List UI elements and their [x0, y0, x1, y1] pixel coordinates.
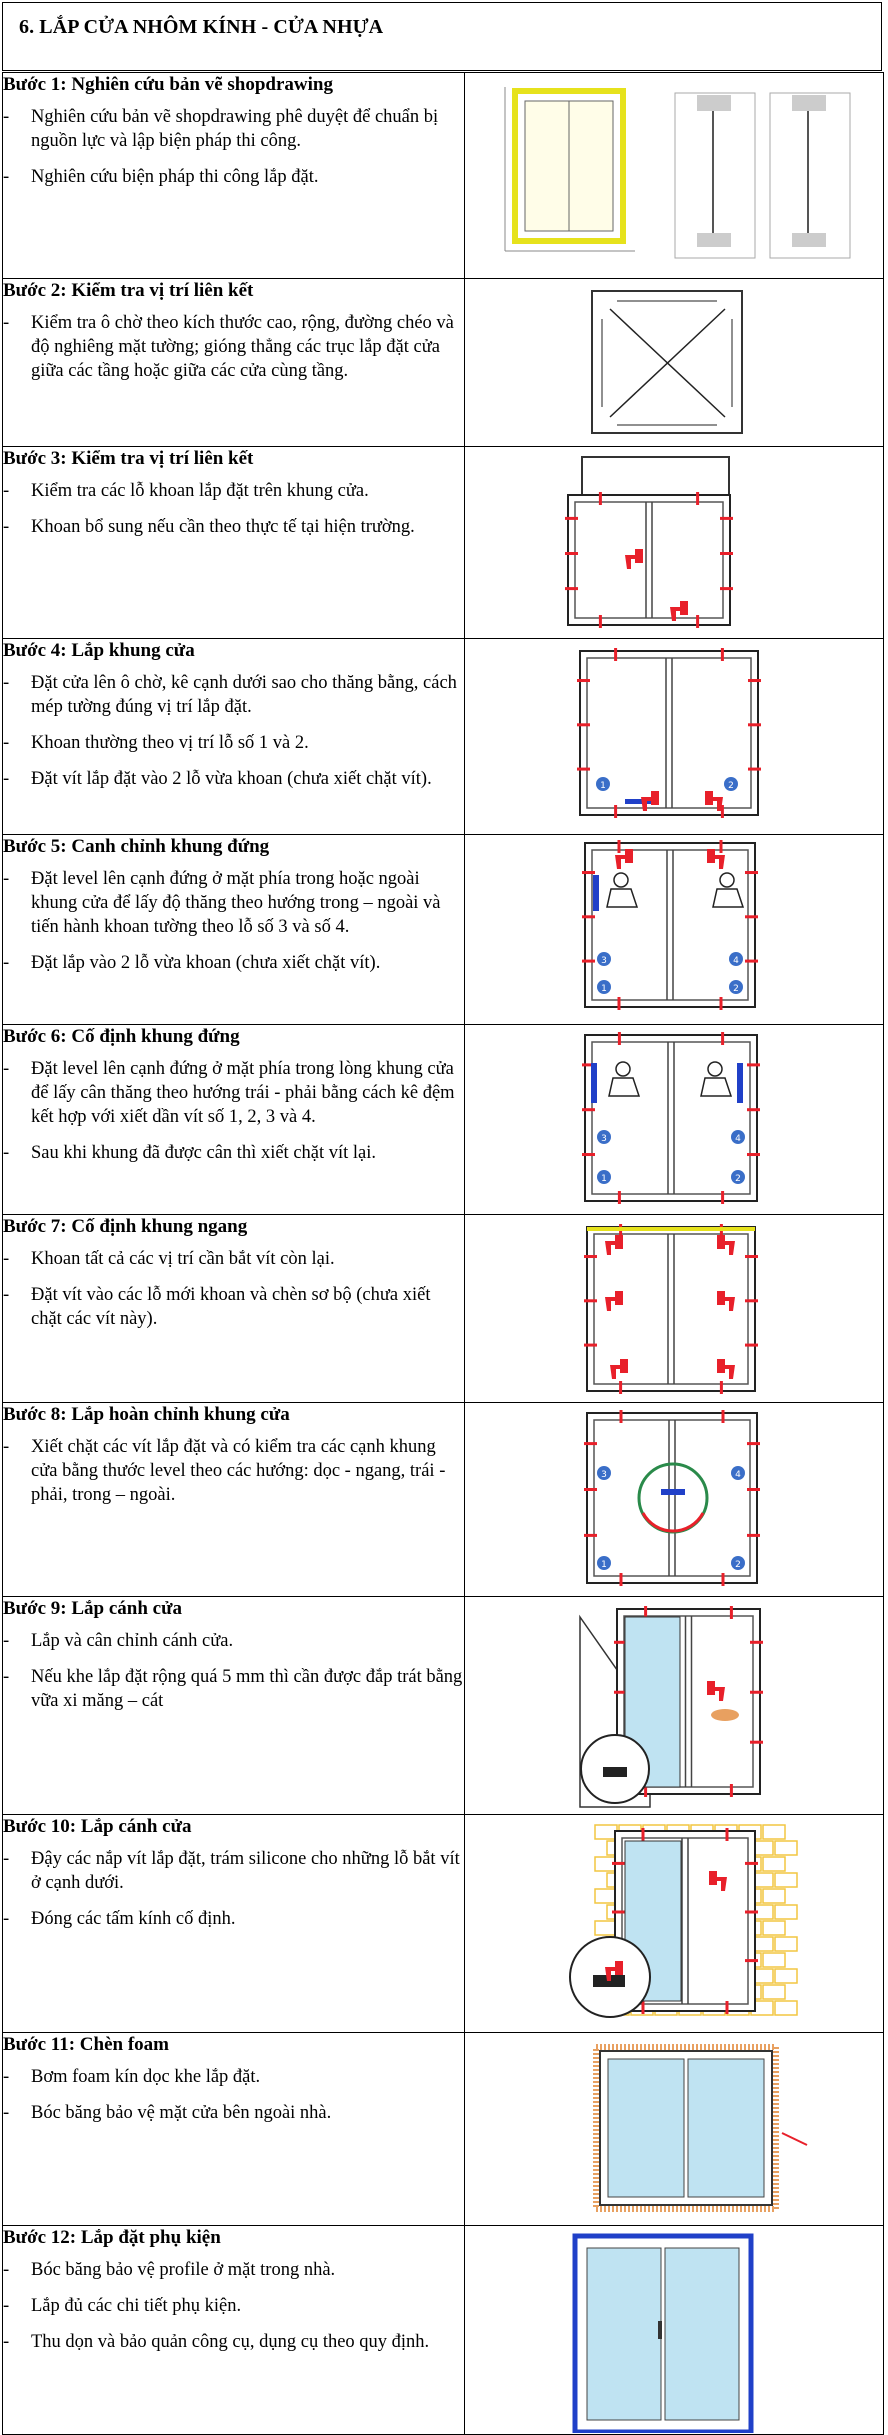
glass-panel-right [688, 2059, 764, 2197]
step-text-cell [3, 1025, 465, 1215]
section-header [2, 2, 882, 71]
step-title: Bước 8: Lắp hoàn chỉnh khung cửa [3, 1404, 290, 1425]
hole-number: 2 [733, 984, 739, 994]
step-title: Bước 10: Lắp cánh cửa [3, 1816, 192, 1837]
step-title: Bước 6: Cố định khung đứng [3, 1026, 240, 1047]
step-row [3, 1597, 884, 1815]
step-bullet: - Khoan tất cả các vị trí cần bắt vít còn lại. [3, 1247, 464, 1271]
step-figure-cell [465, 1025, 884, 1215]
mortar-bowl [711, 1709, 739, 1721]
section-title: 6. LẮP CỬA NHÔM KÍNH - CỬA NHỰA [19, 16, 384, 38]
worker-head [720, 873, 734, 887]
step-illustration [465, 639, 881, 833]
step-bullet: - Đậy các nắp vít lắp đặt, trám silicone cho những lỗ bắt vít ở cạnh dưới. [3, 1847, 464, 1895]
step-bullet: - Lắp và cân chỉnh cánh cửa. [3, 1629, 464, 1653]
step-row [3, 2226, 884, 2435]
hole-number: 1 [601, 984, 607, 994]
step-row [3, 1403, 884, 1597]
step-bullet: - Đặt lắp vào 2 lỗ vừa khoan (chưa xiết chặt vít). [3, 951, 464, 975]
step-figure-cell [465, 1597, 884, 1815]
step-bullets [3, 867, 464, 975]
step-title: Bước 3: Kiểm tra vị trí liên kết [3, 448, 254, 469]
hole-number: 2 [728, 781, 734, 791]
section-sill [792, 233, 826, 247]
hole-number: 3 [601, 956, 607, 966]
step-text-cell [3, 2033, 465, 2226]
section-sill [697, 233, 731, 247]
step-bullets [3, 1247, 464, 1331]
door-frame-inner [575, 502, 723, 618]
step-illustration [465, 1215, 881, 1401]
level-tool [591, 1063, 597, 1103]
step-title: Bước 9: Lắp cánh cửa [3, 1598, 182, 1619]
step-bullet: - Kiểm tra các lỗ khoan lắp đặt trên khung cửa. [3, 479, 464, 503]
step-bullets [3, 1847, 464, 1931]
section-head [697, 95, 731, 111]
step-bullets [3, 1435, 464, 1507]
step-text-cell [3, 639, 465, 835]
step-illustration [465, 73, 881, 277]
step-bullet: - Đặt cửa lên ô chờ, kê cạnh dưới sao cho thăng bằng, cách mép tường đúng vị trí lắp đặt. [3, 671, 464, 719]
step-bullet: - Bơm foam kín dọc khe lắp đặt. [3, 2065, 464, 2089]
step-bullet: - Đóng các tấm kính cố định. [3, 1907, 464, 1931]
step-bullet: - Bóc băng bảo vệ profile ở mặt trong nhà. [3, 2258, 464, 2282]
step-bullet: - Đặt level lên cạnh đứng ở mặt phía trong lòng khung cửa để lấy cân thăng theo hướng trái - phải bằng cách kê đệm kết hợp với xiết dần vít số 1, 2, 3 và 4. [3, 1057, 464, 1129]
step-illustration [465, 2033, 881, 2224]
step-title: Bước 11: Chèn foam [3, 2034, 169, 2055]
step-figure-cell [465, 73, 884, 279]
step-bullet: - Sau khi khung đã được cân thì xiết chặt vít lại. [3, 1141, 464, 1165]
step-row [3, 279, 884, 447]
hole-number: 1 [601, 1560, 607, 1570]
hole-number: 3 [601, 1134, 607, 1144]
hole-number: 2 [735, 1560, 741, 1570]
step-figure-cell [465, 1403, 884, 1597]
step-figure-cell [465, 1815, 884, 2033]
step-title: Bước 4: Lắp khung cửa [3, 640, 195, 661]
step-figure-cell [465, 279, 884, 447]
step-title: Bước 1: Nghiên cứu bản vẽ shopdrawing [3, 74, 333, 95]
step-title: Bước 12: Lắp đặt phụ kiện [3, 2227, 221, 2248]
step-text-cell [3, 1815, 465, 2033]
step-illustration [465, 2226, 881, 2433]
hole-number: 2 [735, 1174, 741, 1184]
hole-number: 4 [735, 1470, 741, 1480]
step-bullets [3, 2065, 464, 2125]
step-figure-cell [465, 835, 884, 1025]
step-text-cell [3, 1597, 465, 1815]
door-handle [658, 2321, 662, 2339]
step-bullets [3, 671, 464, 791]
step-figure-cell [465, 447, 884, 639]
step-illustration [465, 1815, 881, 2031]
step-bullets [3, 105, 464, 189]
step-illustration [465, 279, 881, 445]
step-row [3, 1025, 884, 1215]
step-bullet: - Xiết chặt các vít lắp đặt và có kiểm tra các cạnh khung cửa bằng thước level theo các hướng: dọc - ngang, trái - phải, trong – ngoài. [3, 1435, 464, 1507]
step-bullets [3, 1057, 464, 1165]
step-text-cell [3, 1215, 465, 1403]
hole-number: 1 [600, 781, 606, 791]
foam-gun [782, 2133, 807, 2145]
glass-panel-left [587, 2248, 661, 2420]
step-title: Bước 7: Cố định khung ngang [3, 1216, 248, 1237]
step-bullet: - Đặt vít lắp đặt vào 2 lỗ vừa khoan (chưa xiết chặt vít). [3, 767, 464, 791]
worker-head [708, 1062, 722, 1076]
step-bullet: - Nghiên cứu bản vẽ shopdrawing phê duyệt để chuẩn bị nguồn lực và lập biện pháp thi công. [3, 105, 464, 153]
step-bullets [3, 2258, 464, 2354]
step-figure-cell [465, 2226, 884, 2435]
worker-head [616, 1062, 630, 1076]
step-bullet: - Đặt vít vào các lỗ mới khoan và chèn sơ bộ (chưa xiết chặt các vít này). [3, 1283, 464, 1331]
step-title: Bước 5: Canh chỉnh khung đứng [3, 836, 270, 857]
step-bullets [3, 479, 464, 539]
step-illustration [465, 447, 881, 637]
step-text-cell [3, 447, 465, 639]
step-illustration [465, 1403, 881, 1595]
hole-number: 4 [735, 1134, 741, 1144]
step-bullet: - Thu dọn và bảo quản công cụ, dụng cụ theo quy định. [3, 2330, 464, 2354]
level-tool [593, 875, 599, 911]
step-row [3, 1815, 884, 2033]
step-figure-cell [465, 1215, 884, 1403]
glass-panel-right [665, 2248, 739, 2420]
step-row [3, 639, 884, 835]
step-illustration [465, 835, 881, 1023]
step-row [3, 835, 884, 1025]
step-bullets [3, 1629, 464, 1713]
step-illustration [465, 1025, 881, 1213]
steps-table [2, 72, 884, 2435]
worker-head [614, 873, 628, 887]
worker-body [609, 1078, 639, 1096]
step-row [3, 2033, 884, 2226]
step-text-cell [3, 73, 465, 279]
step-bullet: - Bóc băng bảo vệ mặt cửa bên ngoài nhà. [3, 2101, 464, 2125]
hole-number: 4 [733, 956, 739, 966]
door-frame-inner [594, 1420, 750, 1576]
section-head [792, 95, 826, 111]
step-text-cell [3, 2226, 465, 2435]
step-bullets [3, 311, 464, 383]
hole-number: 3 [601, 1470, 607, 1480]
hole-number: 1 [601, 1174, 607, 1184]
step-bullet: - Lắp đủ các chi tiết phụ kiện. [3, 2294, 464, 2318]
door-frame-inner [592, 1042, 750, 1194]
step-bullet: - Kiểm tra ô chờ theo kích thước cao, rộng, đường chéo và độ nghiêng mặt tường; gióng thẳng các trục lắp đặt cửa giữa các tầng hoặc giữa các cửa cùng tầng. [3, 311, 464, 383]
level-tool [737, 1063, 743, 1103]
worker-body [607, 889, 637, 907]
step-text-cell [3, 1403, 465, 1597]
step-row [3, 1215, 884, 1403]
step-bullet: - Khoan bổ sung nếu cần theo thực tế tại hiện trường. [3, 515, 464, 539]
step-text-cell [3, 279, 465, 447]
worker-body [701, 1078, 731, 1096]
door-frame-inner [592, 850, 748, 1000]
step-row [3, 447, 884, 639]
step-bullet: - Khoan thường theo vị trí lỗ số 1 và 2. [3, 731, 464, 755]
step-row [3, 73, 884, 279]
step-figure-cell [465, 639, 884, 835]
step-text-cell [3, 835, 465, 1025]
worker-body [713, 889, 743, 907]
step-figure-cell [465, 2033, 884, 2226]
detail-profile [603, 1767, 627, 1777]
step-title: Bước 2: Kiểm tra vị trí liên kết [3, 280, 254, 301]
step-illustration [465, 1597, 881, 1813]
glass-panel-left [608, 2059, 684, 2197]
step-bullet: - Đặt level lên cạnh đứng ở mặt phía trong hoặc ngoài khung cửa để lấy độ thăng theo hướng trong – ngoài và tiến hành khoan tường theo lỗ số 3 và số 4. [3, 867, 464, 939]
step-bullet: - Nếu khe lắp đặt rộng quá 5 mm thì cần được đắp trát bằng vữa xi măng – cát [3, 1665, 464, 1713]
frame-top-highlight [587, 1227, 755, 1231]
step-bullet: - Nghiên cứu biện pháp thi công lắp đặt. [3, 165, 464, 189]
level-tool [661, 1489, 685, 1495]
